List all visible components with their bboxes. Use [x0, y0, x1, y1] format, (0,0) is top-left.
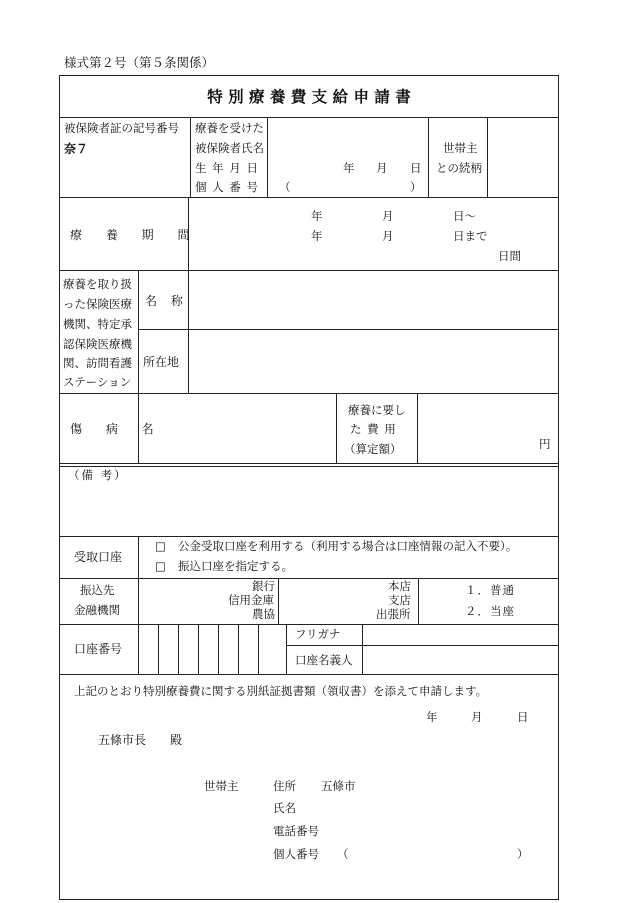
transfer-account-option: 振込口座を指定する。 — [178, 559, 293, 573]
bank-type-bank: 銀行 — [252, 579, 275, 593]
address-value: 五條市 — [321, 779, 356, 793]
form-number: 様式第２号（第５条関係） — [64, 55, 215, 70]
account-type-current: ２．当座 — [465, 604, 515, 618]
cost-label-2: た 費 用 — [350, 422, 397, 436]
addressee: 五條市長 殿 — [98, 733, 183, 747]
account-type-ordinary: １．普通 — [465, 583, 515, 597]
declaration-day: 日 — [517, 710, 529, 724]
disease-name-label: 傷 病 名 — [70, 422, 164, 436]
branch-type-main: 本店 — [388, 579, 411, 593]
address-label: 住所 — [273, 779, 296, 793]
cost-yen-unit: 円 — [539, 437, 551, 451]
name-label: 氏名 — [273, 801, 296, 815]
period-from-day: 日～ — [453, 209, 476, 223]
account-holder-label: 口座名義人 — [295, 653, 353, 667]
period-to-year: 年 — [311, 229, 323, 243]
institution-label-line-1: 療養を取り扱 — [63, 277, 132, 291]
personal-number-paren-open: （ — [279, 180, 291, 194]
period-to-day: 日まで — [453, 229, 488, 243]
cost-label-3: （算定額） — [344, 442, 402, 456]
bank-type-credit: 信用金庫 — [228, 593, 274, 607]
institution-label-line-4: 認保険医療機 — [63, 337, 132, 351]
public-account-option: 公金受取口座を利用する（利用する場合は口座情報の記入不要）。 — [178, 539, 518, 553]
period-from-month: 月 — [382, 209, 394, 223]
bank-type-agri: 農協 — [252, 607, 275, 621]
declaration-text: 上記のとおり特別療養費に関する別紙証拠書類（領収書）を添えて申請します。 — [74, 684, 488, 698]
form-title: 特 別 療 養 費 支 給 申 請 書 — [207, 87, 411, 106]
remarks-label: （備 考） — [68, 468, 128, 482]
institution-address-label: 所在地 — [143, 355, 180, 369]
institution-label-line-6: ステーション — [63, 375, 132, 389]
bank-label-2: 金融機関 — [74, 603, 120, 617]
account-number-label: 口座番号 — [74, 642, 123, 656]
transfer-account-checkbox[interactable]: □ — [155, 559, 166, 573]
birth-date-label: 生 年 月 日 — [195, 161, 259, 175]
phone-label: 電話番号 — [273, 824, 319, 838]
cost-label-1: 療養に要し — [348, 403, 406, 417]
declaration-year: 年 — [426, 710, 438, 724]
institution-label-line-5: 関、訪問看護 — [63, 356, 132, 370]
insurance-number-value: 奈７ — [64, 142, 89, 156]
personal-number-label: 個 人 番 号 — [195, 180, 259, 194]
bank-label-1: 振込先 — [80, 583, 115, 597]
patient-name-label-2: 被保険者氏名 — [195, 141, 264, 155]
institution-label-line-3: 機関、特定承 — [63, 317, 132, 331]
period-from-year: 年 — [311, 209, 323, 223]
period-days: 日間 — [498, 249, 521, 263]
birth-month-unit: 月 — [376, 161, 388, 175]
personal-id-paren-close: ） — [517, 847, 529, 861]
receive-account-label: 受取口座 — [74, 550, 123, 564]
furigana-label: フリガナ — [295, 627, 341, 641]
branch-type-branch: 支店 — [388, 593, 411, 607]
patient-name-label-1: 療養を受けた — [195, 121, 264, 135]
householder-label: 世帯主 — [204, 779, 239, 793]
public-account-checkbox[interactable]: □ — [155, 539, 166, 553]
relation-label-1: 世帯主 — [443, 141, 478, 155]
personal-number-paren-close: ） — [410, 180, 422, 194]
relation-label-2: との続柄 — [436, 161, 482, 175]
birth-year-unit: 年 — [343, 161, 355, 175]
personal-id-label: 個人番号 — [273, 847, 319, 861]
period-to-month: 月 — [382, 229, 394, 243]
institution-label-line-2: った保険医療 — [63, 297, 132, 311]
period-label: 療 養 期 間 — [70, 228, 200, 242]
personal-id-paren-open: （ — [337, 847, 349, 861]
institution-name-label: 名 称 — [145, 294, 188, 308]
branch-type-office: 出張所 — [376, 607, 411, 621]
declaration-month: 月 — [471, 710, 483, 724]
insurance-number-label: 被保険者証の記号番号 — [64, 121, 179, 135]
birth-day-unit: 日 — [410, 161, 422, 175]
